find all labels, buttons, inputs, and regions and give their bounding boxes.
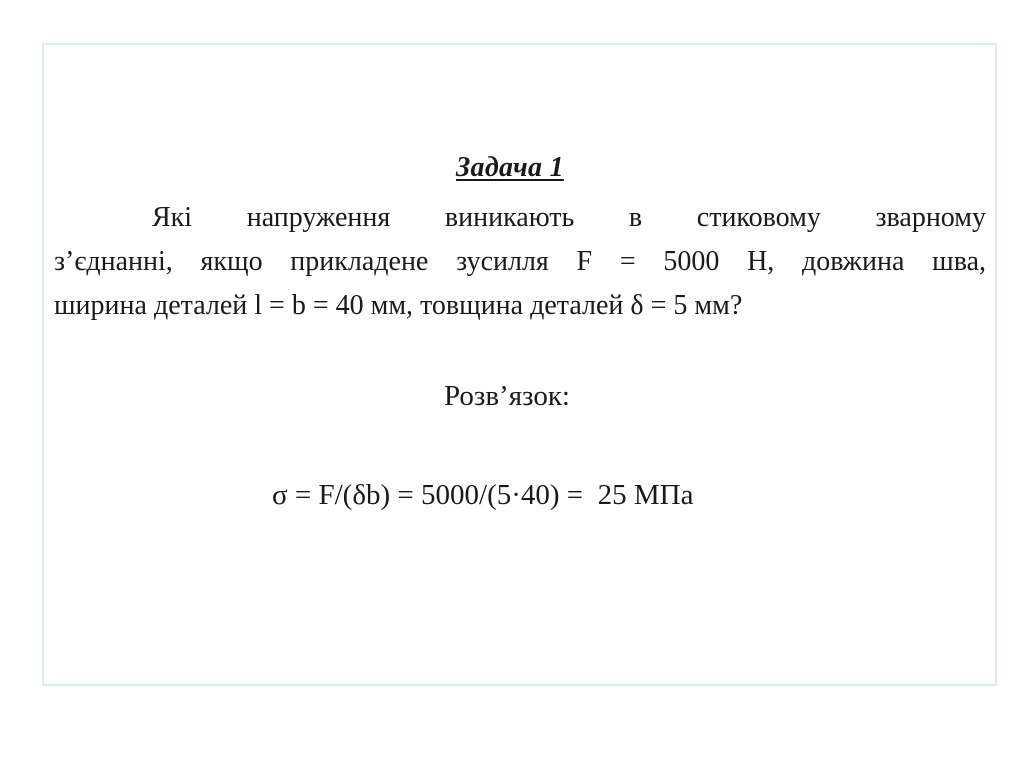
- slide-frame: [42, 43, 997, 686]
- problem-statement: [54, 196, 986, 328]
- problem-line: ширина деталей l = b = 40 мм, товщина деталей δ = 5 мм?: [54, 290, 743, 321]
- problem-line: з’єднанні, якщо прикладене зусилля F = 5000 Н, довжина шва,: [54, 246, 986, 277]
- solution-label: Розв’язок:: [444, 380, 570, 412]
- task-title: Задача 1: [456, 152, 564, 183]
- solution-formula: σ = F/(δb) = 5000/(5·40) = 25 МПа: [272, 479, 694, 511]
- problem-line: Які напруження виникають в стиковому зварному: [152, 202, 986, 233]
